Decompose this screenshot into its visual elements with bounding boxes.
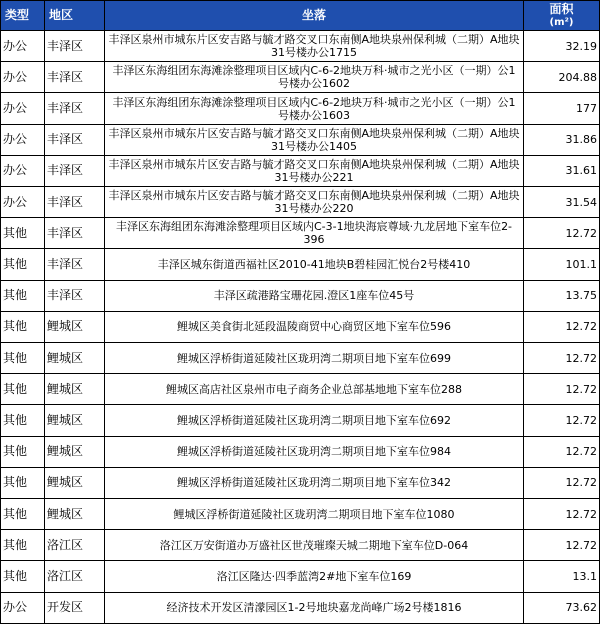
cell-area: 12.72: [524, 530, 600, 561]
cell-district: 丰泽区: [45, 280, 105, 311]
cell-area: 32.19: [524, 31, 600, 62]
cell-location: 丰泽区城东街道西福社区2010-41地块B碧桂园汇悦台2号楼410: [105, 249, 524, 280]
cell-location: 鲤城区浮桥街道延陵社区珑玥湾二期项目地下室车位984: [105, 436, 524, 467]
cell-type: 办公: [1, 187, 45, 218]
table-row: [1, 467, 600, 498]
cell-type: 其他: [1, 311, 45, 342]
cell-location: 洛江区隆达·四季蓝湾2#地下室车位169: [105, 561, 524, 592]
table-row: [1, 155, 600, 186]
cell-district: 开发区: [45, 592, 105, 623]
cell-location: 鲤城区浮桥街道延陵社区珑玥湾二期项目地下室车位692: [105, 405, 524, 436]
cell-type: 办公: [1, 155, 45, 186]
cell-type: 其他: [1, 343, 45, 374]
cell-area: 12.72: [524, 374, 600, 405]
cell-district: 鲤城区: [45, 311, 105, 342]
cell-district: 丰泽区: [45, 187, 105, 218]
cell-area: 177: [524, 93, 600, 124]
table-row: [1, 93, 600, 124]
table-row: [1, 218, 600, 249]
cell-location: 鲤城区高店社区泉州市电子商务企业总部基地地下室车位288: [105, 374, 524, 405]
cell-area: 101.1: [524, 249, 600, 280]
cell-area: 13.75: [524, 280, 600, 311]
cell-area: 31.54: [524, 187, 600, 218]
cell-district: 丰泽区: [45, 218, 105, 249]
table-row: [1, 499, 600, 530]
table-row: [1, 31, 600, 62]
cell-district: 丰泽区: [45, 31, 105, 62]
cell-type: 其他: [1, 561, 45, 592]
cell-type: 办公: [1, 93, 45, 124]
cell-area: 12.72: [524, 218, 600, 249]
cell-district: 丰泽区: [45, 249, 105, 280]
header-area: [524, 1, 600, 31]
cell-district: 洛江区: [45, 561, 105, 592]
cell-location: 鲤城区美食街北延段温陵商贸中心商贸区地下室车位596: [105, 311, 524, 342]
cell-area: 12.72: [524, 343, 600, 374]
table-row: [1, 249, 600, 280]
header-area-unit: (m²): [549, 16, 574, 28]
cell-area: 73.62: [524, 592, 600, 623]
cell-district: 丰泽区: [45, 93, 105, 124]
cell-type: 办公: [1, 62, 45, 93]
cell-district: 鲤城区: [45, 374, 105, 405]
cell-area: 12.72: [524, 405, 600, 436]
cell-type: 其他: [1, 467, 45, 498]
header-district: 地区: [45, 1, 105, 31]
cell-type: 其他: [1, 218, 45, 249]
table-row: [1, 374, 600, 405]
cell-location: 丰泽区疏港路宝珊花园.澄区1座车位45号: [105, 280, 524, 311]
cell-district: 鲤城区: [45, 436, 105, 467]
cell-area: 204.88: [524, 62, 600, 93]
cell-district: 丰泽区: [45, 62, 105, 93]
cell-type: 其他: [1, 530, 45, 561]
table-row: [1, 280, 600, 311]
cell-location: 丰泽区泉州市城东片区安吉路与毓才路交叉口东南侧A地块泉州保利城（二期）A地块31号楼办公1715: [105, 31, 524, 62]
cell-location: 丰泽区东海组团东海滩涂整理项目区域内C-6-2地块万科·城市之光小区（一期）公1号楼办公1602: [105, 62, 524, 93]
cell-type: 办公: [1, 124, 45, 155]
cell-type: 其他: [1, 280, 45, 311]
cell-location: 洛江区万安街道办万盛社区世茂璀璨天城二期地下室车位D-064: [105, 530, 524, 561]
header-row: [1, 1, 600, 31]
cell-district: 鲤城区: [45, 467, 105, 498]
cell-location: 丰泽区东海组团东海滩涂整理项目区域内C-6-2地块万科·城市之光小区（一期）公1号楼办公1603: [105, 93, 524, 124]
table-row: [1, 436, 600, 467]
cell-type: 其他: [1, 436, 45, 467]
cell-type: 其他: [1, 374, 45, 405]
cell-location: 丰泽区泉州市城东片区安吉路与毓才路交叉口东南侧A地块泉州保利城（二期）A地块31号楼办公1405: [105, 124, 524, 155]
cell-area: 31.61: [524, 155, 600, 186]
cell-location: 鲤城区浮桥街道延陵社区珑玥湾二期项目地下室车位342: [105, 467, 524, 498]
cell-type: 办公: [1, 31, 45, 62]
table-row: [1, 561, 600, 592]
cell-district: 丰泽区: [45, 155, 105, 186]
table-row: [1, 62, 600, 93]
cell-location: 经济技术开发区清濛园区1-2号地块嘉龙尚峰广场2号楼1816: [105, 592, 524, 623]
cell-location: 丰泽区东海组团东海滩涂整理项目区域内C-3-1地块海宸尊域·九龙居地下室车位2-396: [105, 218, 524, 249]
cell-location: 鲤城区浮桥街道延陵社区珑玥湾二期项目地下室车位699: [105, 343, 524, 374]
cell-type: 其他: [1, 499, 45, 530]
table-row: [1, 343, 600, 374]
cell-district: 洛江区: [45, 530, 105, 561]
cell-district: 鲤城区: [45, 499, 105, 530]
cell-area: 12.72: [524, 467, 600, 498]
cell-area: 13.1: [524, 561, 600, 592]
cell-district: 鲤城区: [45, 405, 105, 436]
header-location: 坐落: [105, 1, 524, 31]
cell-area: 12.72: [524, 436, 600, 467]
cell-area: 31.86: [524, 124, 600, 155]
cell-type: 办公: [1, 592, 45, 623]
cell-area: 12.72: [524, 311, 600, 342]
header-area-label: 面积: [549, 1, 574, 16]
table-row: [1, 405, 600, 436]
table-row: [1, 124, 600, 155]
table-row: [1, 592, 600, 623]
cell-district: 丰泽区: [45, 124, 105, 155]
cell-location: 鲤城区浮桥街道延陵社区珑玥湾二期项目地下室车位1080: [105, 499, 524, 530]
cell-district: 鲤城区: [45, 343, 105, 374]
cell-area: 12.72: [524, 499, 600, 530]
cell-location: 丰泽区泉州市城东片区安吉路与毓才路交叉口东南侧A地块泉州保利城（二期）A地块31号楼办公221: [105, 155, 524, 186]
cell-type: 其他: [1, 249, 45, 280]
table-row: [1, 311, 600, 342]
table-row: [1, 187, 600, 218]
cell-type: 其他: [1, 405, 45, 436]
cell-location: 丰泽区泉州市城东片区安吉路与毓才路交叉口东南侧A地块泉州保利城（二期）A地块31号楼办公220: [105, 187, 524, 218]
table-row: [1, 530, 600, 561]
header-type: 类型: [1, 1, 45, 31]
